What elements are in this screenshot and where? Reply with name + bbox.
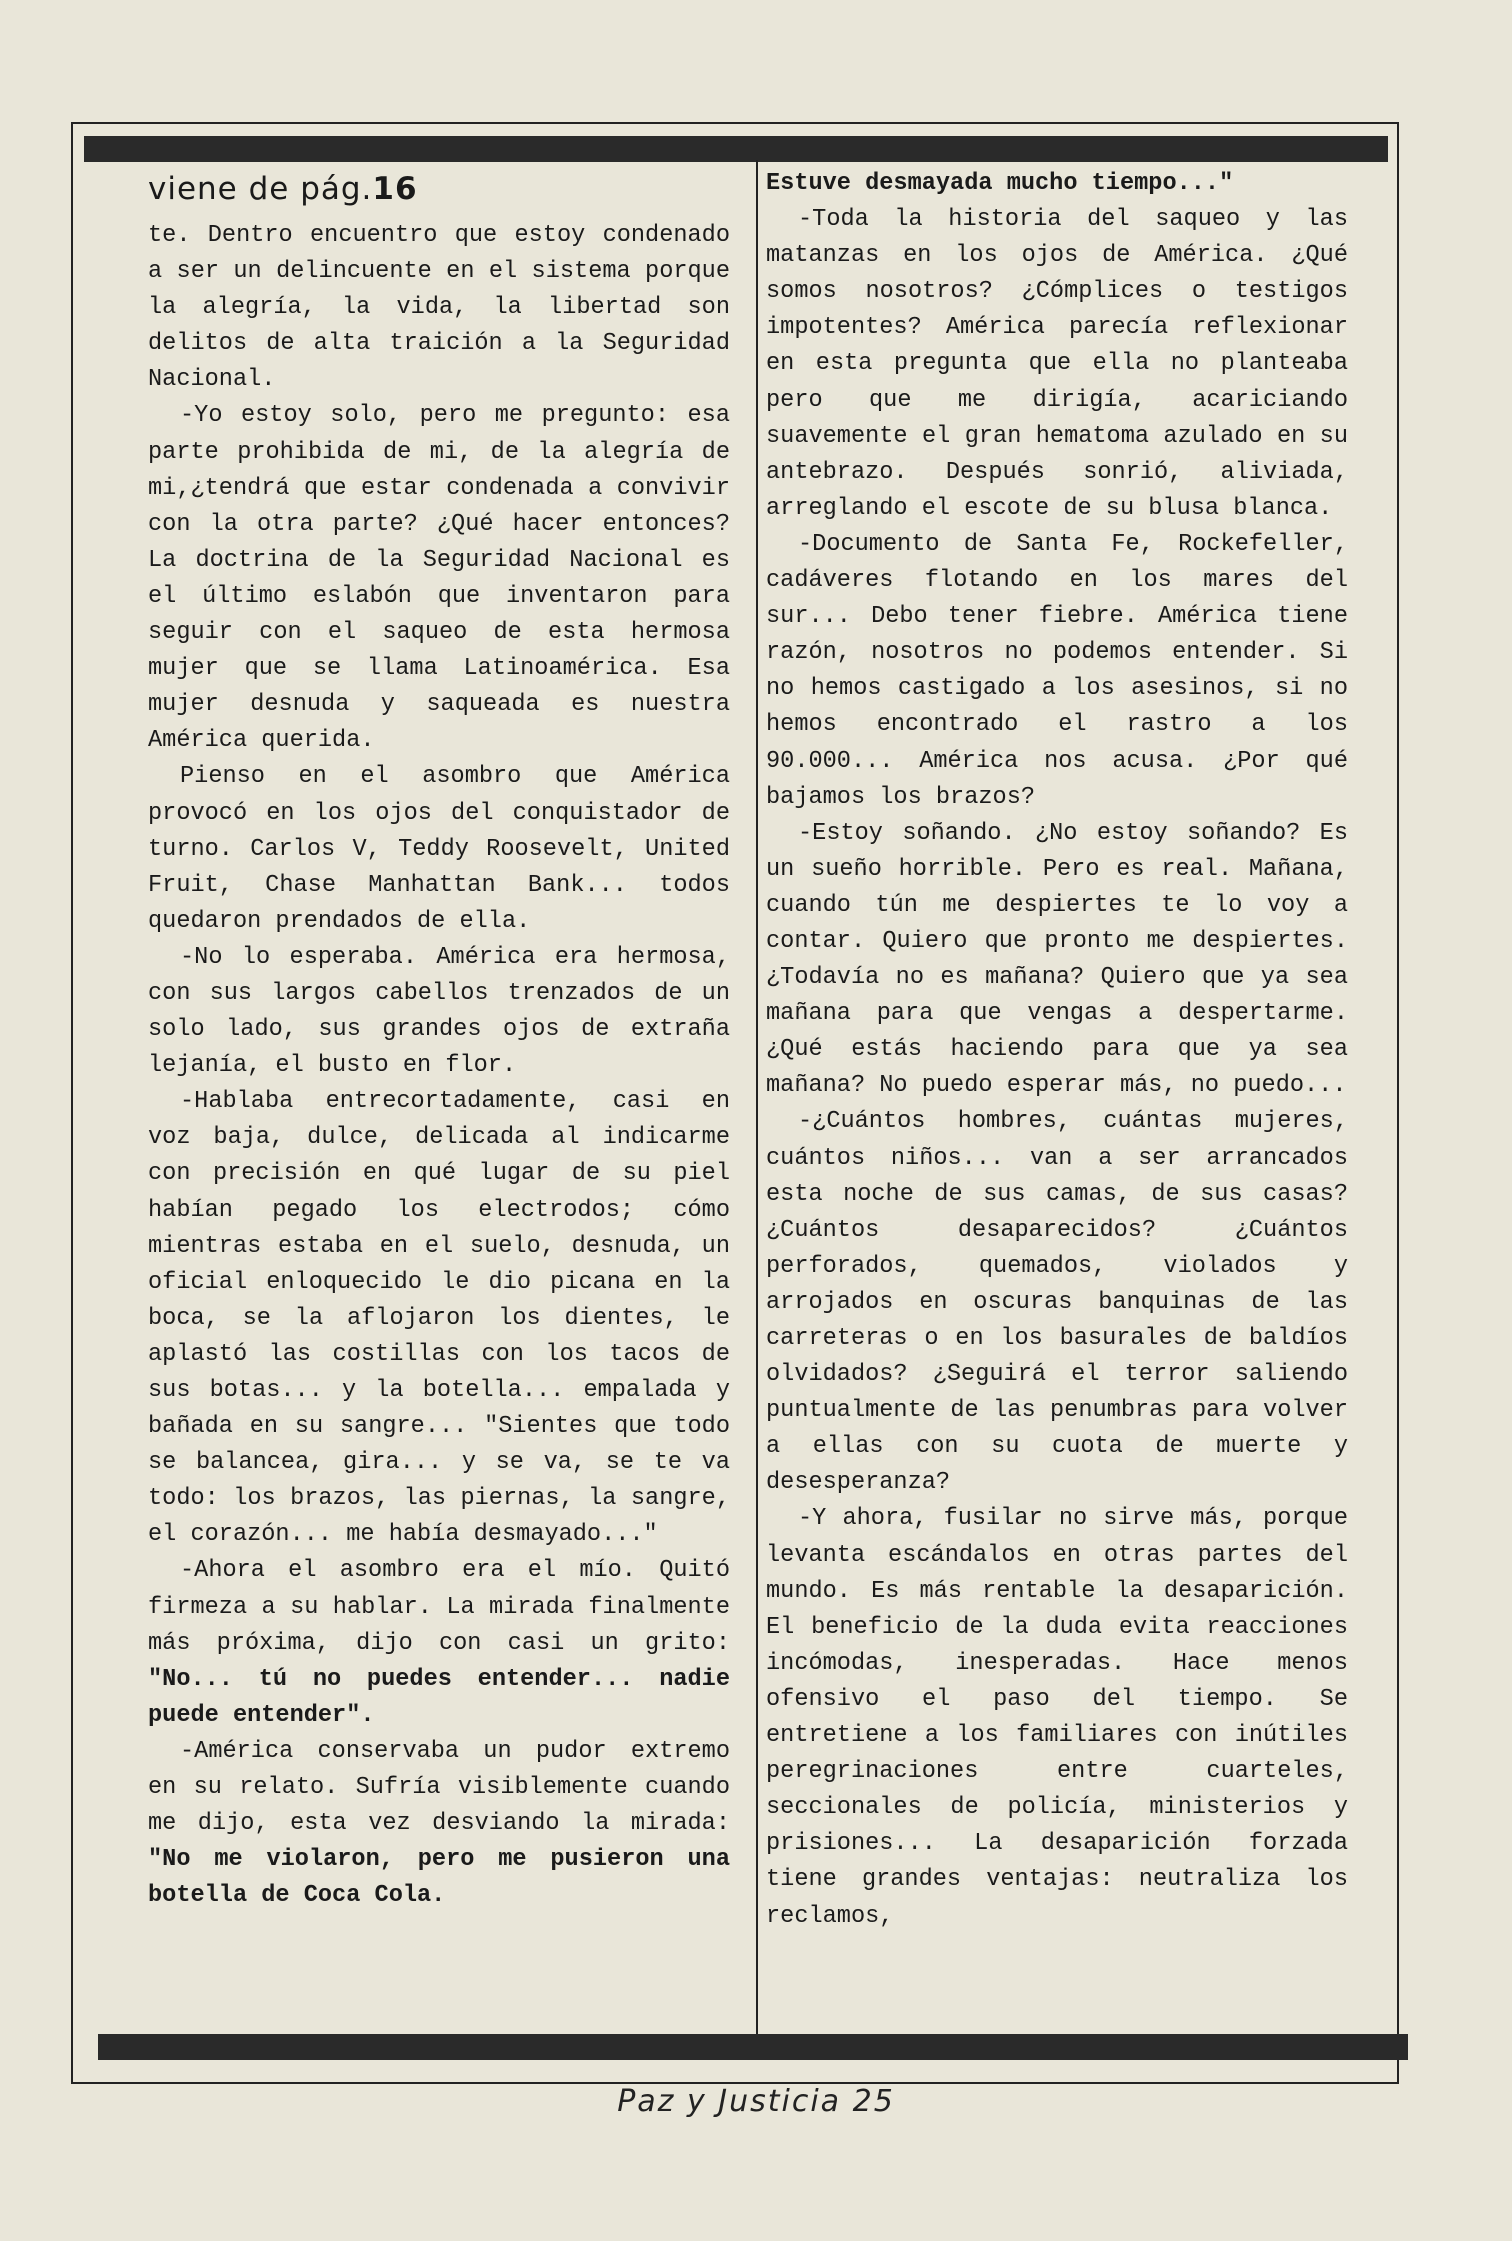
column-divider [756,160,758,2040]
page-footer [0,2084,1512,2119]
left-column [148,166,730,2031]
paragraph: -Hablaba entrecortadamente, casi en voz baja, dulce, delicada al indicarme con precisión en qué lugar de su piel habían pegado los electrodos; cómo mientras estaba en el suelo, desnuda, un oficial enloquecido le dio picana en la boca, se la aflojaron los dientes, le aplastó las costillas con los tacos de sus botas... y la botella... empalada y bañada en su sangre... "Sientes que todo se balancea, gira... y se va, se te va todo: los brazos, las piernas, la sangre, el corazón... me había desmayado..." [148,1088,730,1549]
page-number: 25 [852,2084,895,2119]
right-column [766,166,1348,2031]
publication-name: Paz y Justicia [617,2084,842,2119]
paragraph [148,1734,730,1914]
continued-page-number: 16 [372,171,418,207]
paragraph: te. Dentro encuentro que estoy condenado a ser un delincuente en el sistema porque la alegría, la vida, la libertad son delitos de alta traición a la Seguridad Nacional. [148,222,730,394]
continued-from-heading [148,166,730,212]
paragraph [148,1553,730,1733]
paragraph: -Documento de Santa Fe, Rockefeller, cadáveres flotando en los mares del sur... Debo tener fiebre. América tiene razón, nosotros no podemos entender. Si no hemos castigado a los asesinos, si no hemos encontrado el rastro a los 90.000... América nos acusa. ¿Por qué bajamos los brazos? [766,530,1348,811]
paragraph: Pienso en el asombro que América provocó en los ojos del conquistador de turno. Carlos V, Teddy Roosevelt, United Fruit, Chase Manhattan Bank... todos quedaron prendados de ella. [148,763,730,935]
paragraph-text: -Ahora el asombro era el mío. Quitó firmeza a su hablar. La mirada finalmente más próxima, dijo con casi un grito: [148,1557,730,1657]
continued-prefix: viene de pág. [148,171,373,207]
bottom-rule [98,2034,1408,2060]
paragraph: -Y ahora, fusilar no sirve más, porque levanta escándalos en otras partes del mundo. Es más rentable la desaparición. El beneficio de la duda evita reacciones incómodas, inesperadas. Hace menos ofensivo el paso del tiempo. Se entretiene a los familiares con inútiles peregrinaciones entre cuarteles, seccionales de policía, ministerios y prisiones... La desaparición forzada tiene grandes ventajas: neutraliza los reclamos, [766,1505,1348,1930]
paragraph: -¿Cuántos hombres, cuántas mujeres, cuántos niños... van a ser arrancados esta noche de sus camas, de sus casas? ¿Cuántos desaparecidos? ¿Cuántos perforados, quemados, violados y arrojados en oscuras banquinas de las carreteras o en los basurales de baldíos olvidados? ¿Seguirá el terror saliendo puntualmente de las penumbras para volver a ellas con su cuota de muerte y desesperanza? [766,1108,1348,1497]
bold-quote: "No me violaron, pero me pusieron una botella de Coca Cola. [148,1846,730,1910]
bold-quote: "No... tú no puedes entender... nadie puede entender". [148,1665,730,1729]
paragraph: -No lo esperaba. América era hermosa, con sus largos cabellos trenzados de un solo lado, sus grandes ojos de extraña lejanía, el busto en flor. [148,943,730,1080]
top-rule [84,136,1388,162]
bold-quote: Estuve desmayada mucho tiempo..." [766,170,1234,197]
paragraph-text: -América conservaba un pudor extremo en su relato. Sufría visiblemente cuando me dijo, esta vez desviando la mirada: [148,1737,730,1838]
paragraph: -Toda la historia del saqueo y las matanzas en los ojos de América. ¿Qué somos nosotros? ¿Cómplices o testigos impotentes? América parecía reflexionar en esta pregunta que ella no planteaba pero que me dirigía, acariciando suavemente el gran hematoma azulado en su antebrazo. Después sonrió, aliviada, arreglando el escote de su blusa blanca. [766,206,1348,522]
paragraph: -Yo estoy solo, pero me pregunto: esa parte prohibida de mi, de la alegría de mi,¿tendrá que estar condenada a convivir con la otra parte? ¿Qué hacer entonces? La doctrina de la Seguridad Nacional es el último eslabón que inventaron para seguir con el saqueo de esta hermosa mujer que se llama Latinoamérica. Esa mujer desnuda y saqueada es nuestra América querida. [148,402,730,755]
paragraph [766,166,1348,202]
paragraph: -Estoy soñando. ¿No estoy soñando? Es un sueño horrible. Pero es real. Mañana, cuando tún me despiertes te lo voy a contar. Quiero que pronto me despiertes. ¿Todavía no es mañana? Quiero que ya sea mañana para que vengas a despertarme. ¿Qué estás haciendo para que ya sea mañana? No puedo esperar más, no puedo... [766,819,1348,1100]
